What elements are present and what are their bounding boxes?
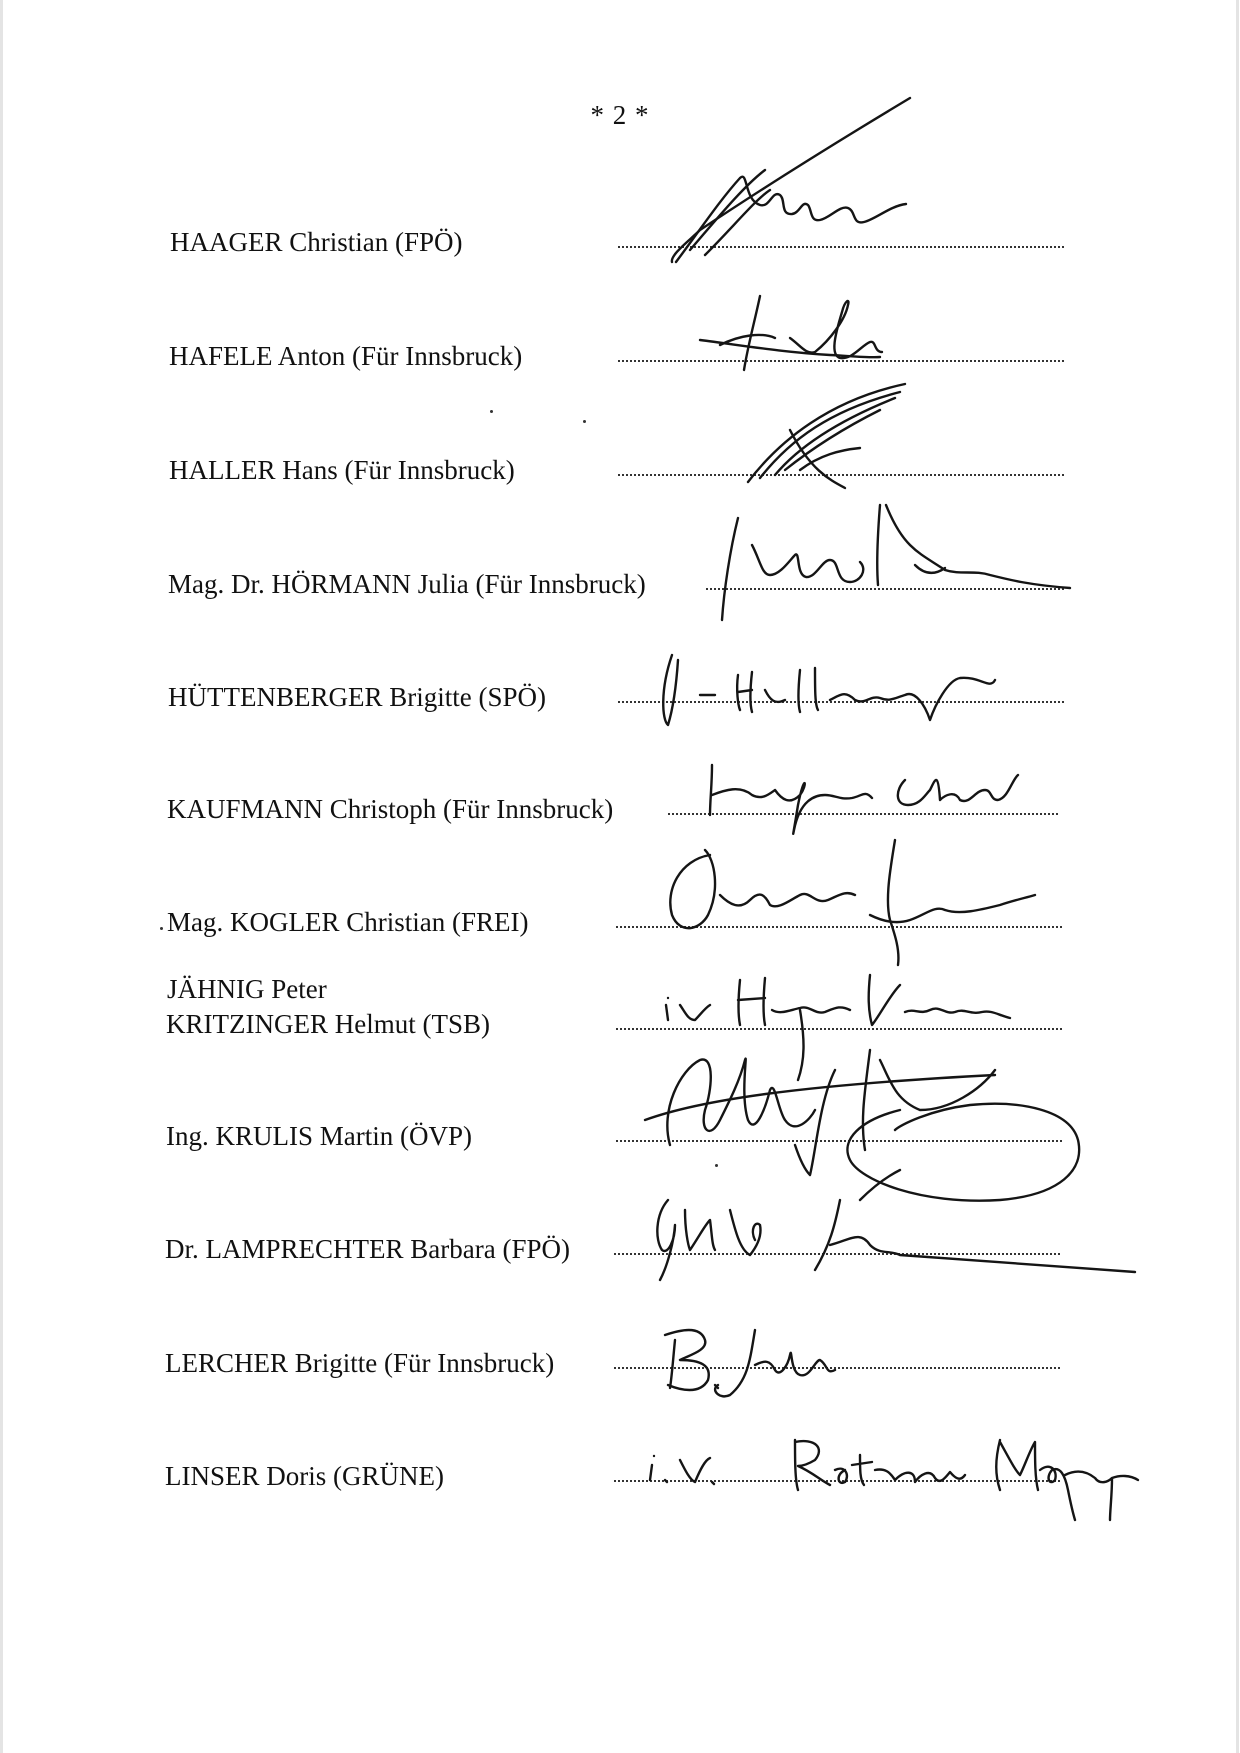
scan-speck — [715, 1164, 718, 1167]
signature-line — [614, 1253, 1060, 1255]
signatory-name: LINSER Doris (GRÜNE) — [165, 1461, 444, 1491]
signatory-name: HALLER Hans (Für Innsbruck) — [169, 455, 515, 485]
signature-lercher — [665, 1330, 835, 1396]
signature-haller — [748, 384, 905, 488]
signature-hafele — [700, 296, 882, 370]
signatory-name: Mag. KOGLER Christian (FREI) — [167, 907, 529, 937]
signature-kaufmann — [710, 765, 1018, 834]
scan-speck — [583, 420, 586, 423]
page-number: * 2 * — [590, 100, 650, 130]
signatory-name: KAUFMANN Christoph (Für Innsbruck) — [167, 794, 614, 824]
signature-line — [616, 1028, 1062, 1030]
signature-line — [668, 813, 1058, 815]
signatory-name: HAAGER Christian (FPÖ) — [170, 227, 463, 257]
scan-speck — [490, 410, 493, 413]
signature-line — [618, 474, 1064, 476]
signature-hoermann — [722, 505, 1070, 620]
signature-haager — [672, 98, 910, 262]
signatory-name: HÜTTENBERGER Brigitte (SPÖ) — [168, 682, 546, 712]
signature-line — [614, 1480, 1060, 1482]
scan-edge-right — [1236, 0, 1239, 1753]
signature-krulis — [645, 1050, 1079, 1201]
signature-line — [616, 926, 1062, 928]
signatory-name: LERCHER Brigitte (Für Innsbruck) — [165, 1348, 555, 1378]
signature-lamprechter — [657, 1200, 1135, 1280]
signature-line — [614, 1367, 1060, 1369]
signature-line — [706, 588, 1064, 590]
scan-speck — [160, 927, 163, 930]
signatory-name-line-2: KRITZINGER Helmut (TSB) — [166, 1009, 490, 1039]
signature-line — [618, 360, 1064, 362]
scan-edge-left — [0, 0, 3, 1753]
signature-line — [616, 1140, 1062, 1142]
signature-huettenberger — [663, 655, 995, 725]
signatory-name: HAFELE Anton (Für Innsbruck) — [169, 341, 523, 371]
signature-line — [618, 246, 1064, 248]
signatory-name: Dr. LAMPRECHTER Barbara (FPÖ) — [165, 1234, 570, 1264]
signatory-name-line-1: JÄHNIG Peter — [167, 974, 327, 1004]
signature-kogler — [670, 840, 1035, 965]
signatory-name: Ing. KRULIS Martin (ÖVP) — [166, 1121, 472, 1151]
signature-line — [618, 701, 1064, 703]
signatory-name: Mag. Dr. HÖRMANN Julia (Für Innsbruck) — [168, 569, 646, 599]
